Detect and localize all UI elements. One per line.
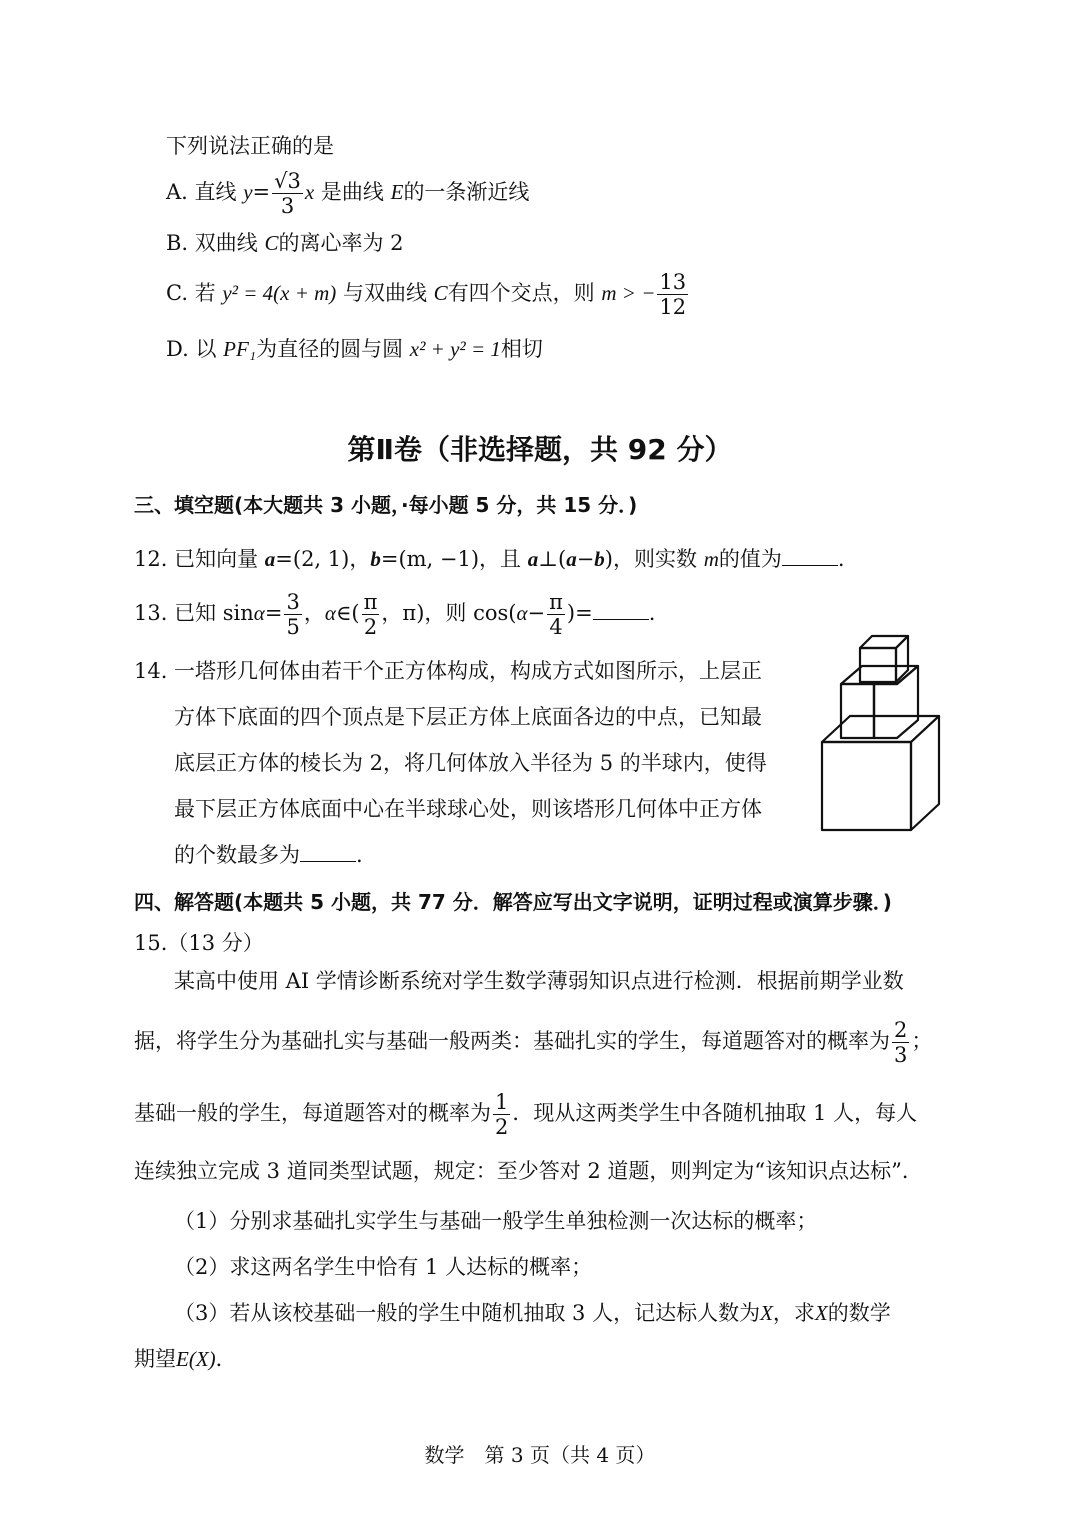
bottom-cube-side-face [911,716,939,830]
fraction-sqrt3-over-3: $\frac{√3}{3}$ [274,169,301,218]
question-14-line-1: 一塔形几何体由若干个正方体构成，构成方式如图所示，上层正 [174,659,762,683]
question-15-para-3: 基础一般的学生，每道题答对的概率为 $\frac{1}{2}$ ．现从这两类学生中各随机抽取 1 人，每人 [134,1090,918,1139]
answer-blank-13 [593,599,649,620]
fraction-pi-over-4: $\frac{\pi}{4}$ [549,590,563,639]
question-15-sub-3-cont: 期望E(X)． [134,1347,237,1371]
question-14-line-4: 最下层正方体底面中心在半球球心处，则该塔形几何体中正方体 [174,797,762,821]
question-15-para-2: 据，将学生分为基础扎实与基础一般两类：基础扎实的学生，每道题答对的概率为 $\frac{2}{3}$ ； [134,1018,933,1067]
question-14-line-2: 方体下底面的四个顶点是下层正方体上底面各边的中点，已知最 [174,705,762,729]
fraction-3-over-5: $\frac{3}{5}$ [286,590,300,639]
tower-cube-figure [812,630,947,835]
fraction-2-over-3: $\frac{2}{3}$ [894,1018,908,1067]
question-15-sub-3: （3）若从该校基础一般的学生中随机抽取 3 人，记达标人数为X，求X的数学 [174,1301,891,1325]
option-a: A. 直线 y= $\frac{√3}{3}$ x 是曲线 E的一条渐近线 [166,169,530,218]
question-14-line-3: 底层正方体的棱长为 2，将几何体放入半径为 5 的半球内，使得 [174,751,767,775]
option-b: B. 双曲线 C的离心率为 2 [166,231,404,255]
question-15-para-1: 某高中使用 AI 学情诊断系统对学生数学薄弱知识点进行检测．根据前期学业数 [174,969,904,993]
fraction-pi-over-2: $\frac{\pi}{2}$ [363,590,378,639]
question-13: 13. 已知 sinα= $\frac{3}{5}$ ，α∈( $\frac{\pi}{2}$ ，π)，则 cos(α− $\frac{\pi}{4}$ )= . [134,590,656,639]
middle-cube-left-face [841,684,874,738]
question-15-sub-2: （2）求这两名学生中恰有 1 人达标的概率； [174,1255,593,1279]
question-15-number: 15.（13 分） [134,931,264,955]
bottom-cube-front-face [822,742,911,830]
question-15-sub-1: （1）分别求基础扎实学生与基础一般学生单独检测一次达标的概率； [174,1209,818,1233]
option-c: C. 若 y² = 4(x + m) 与双曲线 C有四个交点，则 m > − $\frac{13}{12}$ [166,270,687,319]
question-14-number: 14. [134,659,168,683]
question-12: 12. 已知向量 a=(2, 1)，b=(m, −1)，且 a⊥(a−b)，则实数 m的值为 . [134,547,845,571]
fraction-1-over-2: $\frac{1}{2}$ [495,1090,509,1139]
option-d: D. 以 PF₁为直径的圆与圆 x² + y² = 1相切 [166,337,543,361]
question-14-line-5: 的个数最多为 . [174,843,363,867]
fraction-13-over-12: $\frac{13}{12}$ [659,270,687,319]
answer-blank-12 [782,545,838,566]
question-15-para-4: 连续独立完成 3 道同类型试题，规定：至少答对 2 道题，则判定为“该知识点达标”． [134,1159,923,1183]
part3-header: 三、填空题(本大题共 3 小题，·每小题 5 分，共 15 分．) [134,493,638,517]
part4-header: 四、解答题(本题共 5 小题，共 77 分．解答应写出文字说明，证明过程或演算步骤．) [134,890,892,914]
answer-blank-14 [300,841,356,862]
page-footer: 数学 第 3 页（共 4 页） [424,1443,656,1467]
section-title: 第Ⅱ卷（非选择题，共 92 分） [347,433,733,466]
options-intro: 下列说法正确的是 [166,134,334,158]
